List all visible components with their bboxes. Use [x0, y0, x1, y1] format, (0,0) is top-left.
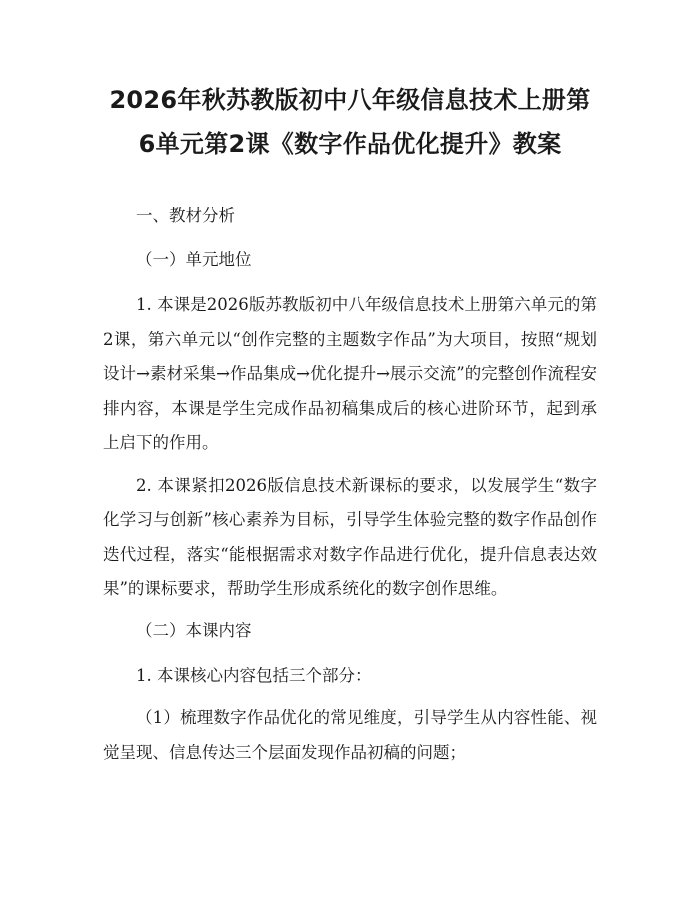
paragraph-unit-position-1: 1. 本课是2026版苏教版初中八年级信息技术上册第六单元的第2课，第六单元以“创作完整的主题数字作品”为大项目，按照“规划设计→素材采集→作品集成→优化提升→展示交流”的完整创作流程安排内容，本课是学生完成作品初稿集成后的核心进阶环节，起到承上启下的作用。	[103, 295, 597, 452]
paragraph-lesson-content-1: 1. 本课核心内容包括三个部分：	[136, 665, 372, 685]
section-heading-textbook-analysis: 一、教材分析	[136, 206, 235, 225]
paragraph-unit-position-2: 2. 本课紧扣2026版信息技术新课标的要求，以发展学生“数字化学习与创新”核心素养为目标，引导学生体验完整的数字作品创作迭代过程，落实“能根据需求对数字作品进行优化，提升信息表达效果”的课标要求，帮助学生形成系统化的数字创作思维。	[103, 475, 597, 598]
document-page	[103, 78, 597, 770]
paragraph-lesson-content-2: （1）梳理数字作品优化的常见维度，引导学生从内容性能、视觉呈现、信息传达三个层面发现作品初稿的问题；	[103, 708, 597, 762]
document-title: 2026年秋苏教版初中八年级信息技术上册第6单元第2课《数字作品优化提升》教案	[109, 86, 591, 158]
subsection-heading-unit-position: （一）单元地位	[136, 250, 252, 269]
subsection-heading-lesson-content: （二）本课内容	[136, 620, 252, 640]
